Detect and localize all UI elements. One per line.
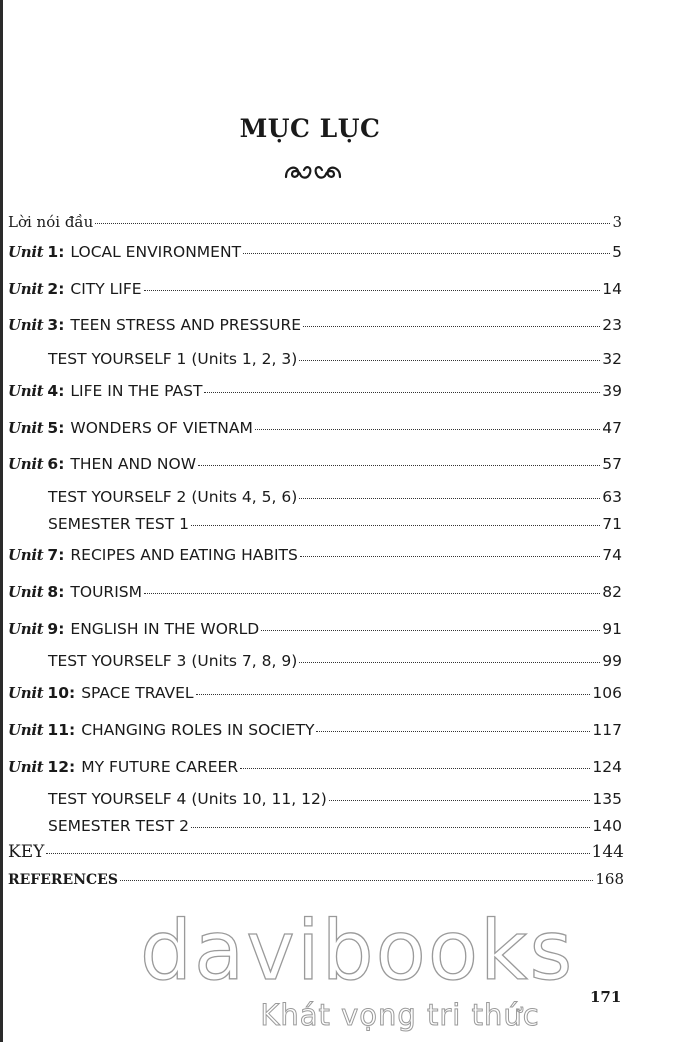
unit-title: CITY LIFE bbox=[70, 280, 142, 298]
dot-leader bbox=[95, 223, 610, 224]
dot-leader bbox=[196, 694, 591, 695]
toc-page-number: 99 bbox=[602, 652, 622, 670]
unit-label: Unit bbox=[8, 758, 44, 776]
toc-entry-test-yourself-1[interactable] bbox=[48, 350, 622, 374]
toc-entry-label: TEST YOURSELF 4 (Units 10, 11, 12) bbox=[48, 790, 327, 808]
dot-leader bbox=[191, 525, 600, 526]
toc-entry-unit-10[interactable] bbox=[8, 684, 622, 708]
dot-leader bbox=[255, 429, 600, 430]
unit-label: Unit bbox=[8, 316, 44, 334]
unit-title: TOURISM bbox=[70, 583, 142, 601]
toc-page-number: 124 bbox=[592, 758, 622, 776]
toc-entry-unit-12[interactable] bbox=[8, 758, 622, 782]
toc-entry-label: TEST YOURSELF 1 (Units 1, 2, 3) bbox=[48, 350, 298, 368]
unit-label: Unit bbox=[8, 280, 44, 298]
toc-page-number: 23 bbox=[602, 316, 622, 334]
toc-page-number: 117 bbox=[592, 721, 622, 739]
toc-page-number: 39 bbox=[602, 382, 622, 400]
dot-leader bbox=[144, 593, 600, 594]
toc-entry-test-yourself-4[interactable] bbox=[48, 790, 622, 814]
watermark-brand: davibooks bbox=[140, 904, 575, 999]
dot-leader bbox=[204, 392, 600, 393]
toc-page-number: 57 bbox=[602, 455, 622, 473]
unit-title: CHANGING ROLES IN SOCIETY bbox=[81, 721, 315, 739]
unit-label: Unit bbox=[8, 546, 44, 564]
toc-page-number: 74 bbox=[602, 546, 622, 564]
toc-page-number: 14 bbox=[602, 280, 622, 298]
toc-entry-test-yourself-2[interactable] bbox=[48, 488, 622, 512]
toc-entry-unit-2[interactable] bbox=[8, 280, 622, 304]
unit-title: WONDERS OF VIETNAM bbox=[70, 419, 253, 437]
dot-leader bbox=[191, 827, 590, 828]
dot-leader bbox=[316, 731, 590, 732]
dot-leader bbox=[240, 768, 590, 769]
toc-page-number: 3 bbox=[612, 213, 622, 231]
toc-page-number: 47 bbox=[602, 419, 622, 437]
toc-entry-label: SEMESTER TEST 2 bbox=[48, 817, 189, 835]
unit-label: Unit bbox=[8, 382, 44, 400]
unit-number: 10: bbox=[47, 684, 76, 702]
toc-entry-unit-11[interactable] bbox=[8, 721, 622, 745]
toc-page-number: 5 bbox=[612, 243, 622, 261]
unit-number: 1: bbox=[47, 243, 65, 261]
unit-number: 3: bbox=[47, 316, 65, 334]
toc-page-number: 168 bbox=[595, 870, 624, 888]
watermark-slogan: Khát vọng tri thức bbox=[260, 998, 540, 1032]
toc-entry-key[interactable] bbox=[8, 842, 624, 866]
toc-entry-label: SEMESTER TEST 1 bbox=[48, 515, 189, 533]
toc-entry-unit-5[interactable] bbox=[8, 419, 622, 443]
dot-leader bbox=[303, 326, 600, 327]
toc-page-number: 106 bbox=[592, 684, 622, 702]
toc-page-number: 135 bbox=[592, 790, 622, 808]
unit-number: 4: bbox=[47, 382, 65, 400]
toc-entry-unit-8[interactable] bbox=[8, 583, 622, 607]
toc-entry-label: KEY bbox=[8, 842, 45, 862]
unit-number: 12: bbox=[47, 758, 76, 776]
unit-label: Unit bbox=[8, 684, 44, 702]
page-number: 171 bbox=[590, 988, 622, 1006]
dot-leader bbox=[261, 630, 600, 631]
unit-title: RECIPES AND EATING HABITS bbox=[70, 546, 298, 564]
dot-leader bbox=[144, 290, 601, 291]
unit-number: 7: bbox=[47, 546, 65, 564]
unit-label: Unit bbox=[8, 455, 44, 473]
toc-page-number: 71 bbox=[602, 515, 622, 533]
toc-entry-intro[interactable] bbox=[8, 213, 622, 237]
unit-label: Unit bbox=[8, 243, 44, 261]
dot-leader bbox=[299, 360, 600, 361]
unit-title: ENGLISH IN THE WORLD bbox=[70, 620, 260, 638]
unit-number: 11: bbox=[47, 721, 76, 739]
toc-entry-unit-4[interactable] bbox=[8, 382, 622, 406]
unit-title: TEEN STRESS AND PRESSURE bbox=[70, 316, 302, 334]
unit-title: LOCAL ENVIRONMENT bbox=[70, 243, 242, 261]
toc-entry-test-yourself-3[interactable] bbox=[48, 652, 622, 676]
unit-label: Unit bbox=[8, 583, 44, 601]
unit-title: SPACE TRAVEL bbox=[81, 684, 194, 702]
toc-entry-semester-test-1[interactable] bbox=[48, 515, 622, 539]
dot-leader bbox=[46, 853, 589, 854]
unit-label: Unit bbox=[8, 721, 44, 739]
toc-entry-label: REFERENCES bbox=[8, 872, 118, 888]
unit-number: 2: bbox=[47, 280, 65, 298]
toc-entry-unit-1[interactable] bbox=[8, 243, 622, 267]
dot-leader bbox=[120, 880, 593, 881]
unit-number: 8: bbox=[47, 583, 65, 601]
dot-leader bbox=[300, 556, 600, 557]
toc-page-number: 140 bbox=[592, 817, 622, 835]
page-title: MỤC LỤC bbox=[239, 114, 381, 143]
unit-title: THEN AND NOW bbox=[70, 455, 197, 473]
dot-leader bbox=[299, 662, 600, 663]
toc-entry-label: TEST YOURSELF 2 (Units 4, 5, 6) bbox=[48, 488, 298, 506]
toc-entry-semester-test-2[interactable] bbox=[48, 817, 622, 841]
unit-number: 9: bbox=[47, 620, 65, 638]
toc-entry-label: Lời nói đầu bbox=[8, 213, 94, 231]
toc-page-number: 144 bbox=[591, 842, 624, 862]
unit-number: 5: bbox=[47, 419, 65, 437]
unit-number: 6: bbox=[47, 455, 65, 473]
dot-leader bbox=[329, 800, 591, 801]
dot-leader bbox=[198, 465, 600, 466]
toc-page-number: 63 bbox=[602, 488, 622, 506]
toc-page-number: 32 bbox=[602, 350, 622, 368]
toc-entry-unit-9[interactable] bbox=[8, 620, 622, 644]
unit-label: Unit bbox=[8, 620, 44, 638]
dot-leader bbox=[243, 253, 610, 254]
unit-label: Unit bbox=[8, 419, 44, 437]
toc-entry-unit-7[interactable] bbox=[8, 546, 622, 570]
toc-entry-label: TEST YOURSELF 3 (Units 7, 8, 9) bbox=[48, 652, 298, 670]
unit-title: LIFE IN THE PAST bbox=[70, 382, 203, 400]
toc-page-number: 91 bbox=[602, 620, 622, 638]
toc-page-number: 82 bbox=[602, 583, 622, 601]
toc-entry-references[interactable] bbox=[8, 870, 624, 894]
toc-entry-unit-6[interactable] bbox=[8, 455, 622, 479]
unit-title: MY FUTURE CAREER bbox=[81, 758, 239, 776]
toc-entry-unit-3[interactable] bbox=[8, 316, 622, 340]
dot-leader bbox=[299, 498, 600, 499]
